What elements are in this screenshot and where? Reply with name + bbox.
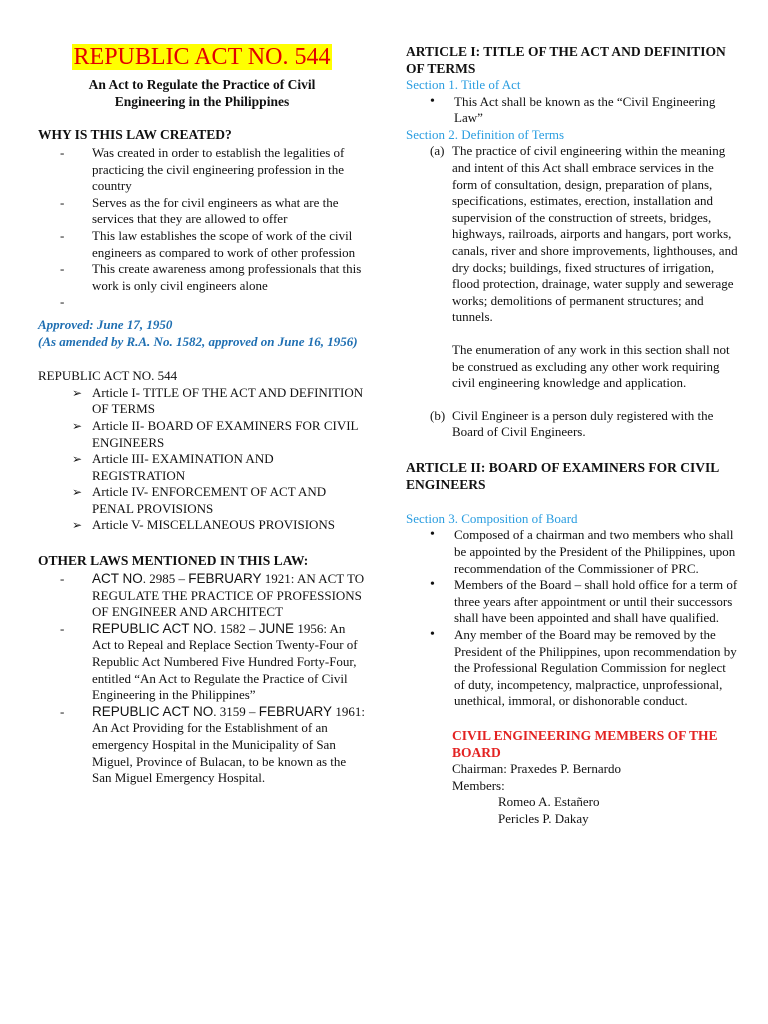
board-members-label: Members: xyxy=(452,777,505,793)
definition-b xyxy=(406,408,738,441)
list-item: • Members of the Board – shall hold office for a term of three years after appointment or until their successors shall have been appointed and shall have qualified. xyxy=(406,577,738,627)
other-laws-heading: OTHER LAWS MENTIONED IN THIS LAW: xyxy=(38,553,309,569)
list-item xyxy=(38,451,366,484)
law-number: . 2985 – xyxy=(142,571,189,587)
board-member: Romeo A. Estañero xyxy=(498,794,600,810)
left-column xyxy=(38,44,366,787)
law-number: . 1582 – xyxy=(213,620,259,636)
law-lead: REPUBLIC ACT NO xyxy=(92,703,214,719)
list-item xyxy=(38,704,366,787)
definition-a xyxy=(406,143,738,326)
list-item: • Composed of a chairman and two members who shall be appointed by the President of the Philippines, upon recommendation of the Commissioner of PRC. xyxy=(406,527,738,577)
law-description: 1956: An Act to Repeal and Replace Section Twenty-Four of Republic Act Numbered Five Hundred Forty-Four, entitled “An Act to Regulate the Practice of Civil Engineering in the Philippines” xyxy=(92,620,358,703)
why-heading: WHY IS THIS LAW CREATED? xyxy=(38,127,232,142)
definition-a-text: The practice of civil engineering within the meaning and intent of this Act shall embrace services in the form of consultation, design, preparation of plans, specifications, estimates, erection, installation and supervision of the construction of streets, bridges, highways, railroads, airports and hangars, port works, canals, river and shore improvements, lighthouses, and dry docks; buildings, fixed structures of irrigation, flood protection, drainage, water supply and sewerage works; demolitions of permanent structures; and tunnels. xyxy=(452,143,738,325)
title-wrap xyxy=(38,44,366,70)
list-item xyxy=(38,571,366,621)
contents-item-text: Article IV- ENFORCEMENT OF ACT AND PENAL PROVISIONS xyxy=(92,484,327,516)
law-description: 1961: An Act Providing for the Establishment of an emergency Hospital in the Municipality of San Miguel, Province of Bulacan, to be known as the San Miguel Emergency Hospital. xyxy=(92,703,365,786)
board-chairman: Chairman: Praxedes P. Bernardo xyxy=(452,761,621,777)
list-item xyxy=(38,517,366,534)
law-lead: REPUBLIC ACT NO xyxy=(92,620,214,636)
arrow-icon: ➢ xyxy=(72,518,83,533)
law-number: . 3159 – xyxy=(213,703,259,719)
law-month: JUNE xyxy=(258,620,295,636)
document-title: REPUBLIC ACT NO. 544 xyxy=(73,44,331,70)
section1-list xyxy=(406,94,738,127)
list-item: - This law establishes the scope of work of the civil engineers as compared to work of other profession xyxy=(38,228,366,261)
list-item: • Any member of the Board may be removed by the President of the Philippines, upon recommendation by the Professional Regulation Commission for neglect of duty, incompetency, malpractice, unprofessional, unethical, immoral, or dishonorable conduct. xyxy=(406,627,738,710)
why-list xyxy=(38,145,366,311)
section3-title: Section 3. Composition of Board xyxy=(406,510,578,526)
law-month: FEBRUARY xyxy=(258,703,333,719)
list-item xyxy=(38,621,366,704)
arrow-icon: ➢ xyxy=(72,385,83,400)
list-item xyxy=(38,294,366,311)
contents-item-text: Article I- TITLE OF THE ACT AND DEFINITION OF TERMS xyxy=(92,384,364,417)
definition-b-label: (b) xyxy=(430,407,446,423)
approved-date: Approved: June 17, 1950 xyxy=(38,316,173,332)
article2-heading: ARTICLE II: BOARD OF EXAMINERS FOR CIVIL ENGINEERS xyxy=(406,459,719,492)
list-item: - Serves as the for civil engineers as what are the services that they are allowed to offer xyxy=(38,195,366,228)
section1-title: Section 1. Title of Act xyxy=(406,77,521,92)
section2-title: Section 2. Definition of Terms xyxy=(406,126,565,142)
contents-heading: REPUBLIC ACT NO. 544 xyxy=(38,368,178,384)
board-member: Pericles P. Dakay xyxy=(498,810,589,826)
section3-list xyxy=(406,527,738,710)
list-item xyxy=(38,418,366,451)
contents-item-text: Article II- BOARD OF EXAMINERS FOR CIVIL ENGINEERS xyxy=(92,417,359,450)
document-subtitle: An Act to Regulate the Practice of Civil Engineering in the Philippines xyxy=(88,77,316,109)
contents-item-text: Article III- EXAMINATION AND REGISTRATION xyxy=(92,451,274,483)
other-laws-list xyxy=(38,571,366,787)
arrow-icon: ➢ xyxy=(72,485,83,500)
definition-a-label: (a) xyxy=(430,143,445,159)
law-description: 1921: AN ACT TO REGULATE THE PRACTICE OF PROFESSIONS OF ENGINEER AND ARCHITECT xyxy=(92,571,365,620)
list-item xyxy=(38,484,366,517)
law-lead: ACT NO xyxy=(92,571,143,587)
board-heading: CIVIL ENGINEERING MEMBERS OF THE BOARD xyxy=(452,728,718,760)
list-item xyxy=(38,385,366,418)
contents-list xyxy=(38,385,366,534)
law-month: FEBRUARY xyxy=(188,571,262,587)
article1-heading: ARTICLE I: TITLE OF THE ACT AND DEFINITION OF TERMS xyxy=(406,44,726,76)
arrow-icon: ➢ xyxy=(72,418,83,433)
list-item: • This Act shall be known as the “Civil Engineering Law” xyxy=(406,94,738,127)
definition-b-text: Civil Engineer is a person duly registered with the Board of Civil Engineers. xyxy=(452,407,714,440)
right-column xyxy=(406,43,738,828)
contents-item-text: Article V- MISCELLANEOUS PROVISIONS xyxy=(92,517,336,533)
arrow-icon: ➢ xyxy=(72,452,83,467)
definition-a-paragraph: The enumeration of any work in this section shall not be construed as excluding any other work requiring civil engineering knowledge and application. xyxy=(452,341,730,391)
list-item: - This create awareness among professionals that this work is only civil engineers alone xyxy=(38,261,366,294)
amended-note: (As amended by R.A. No. 1582, approved on June 16, 1956) xyxy=(38,333,358,349)
list-item: - Was created in order to establish the legalities of practicing the civil engineering profession in the country xyxy=(38,145,366,195)
